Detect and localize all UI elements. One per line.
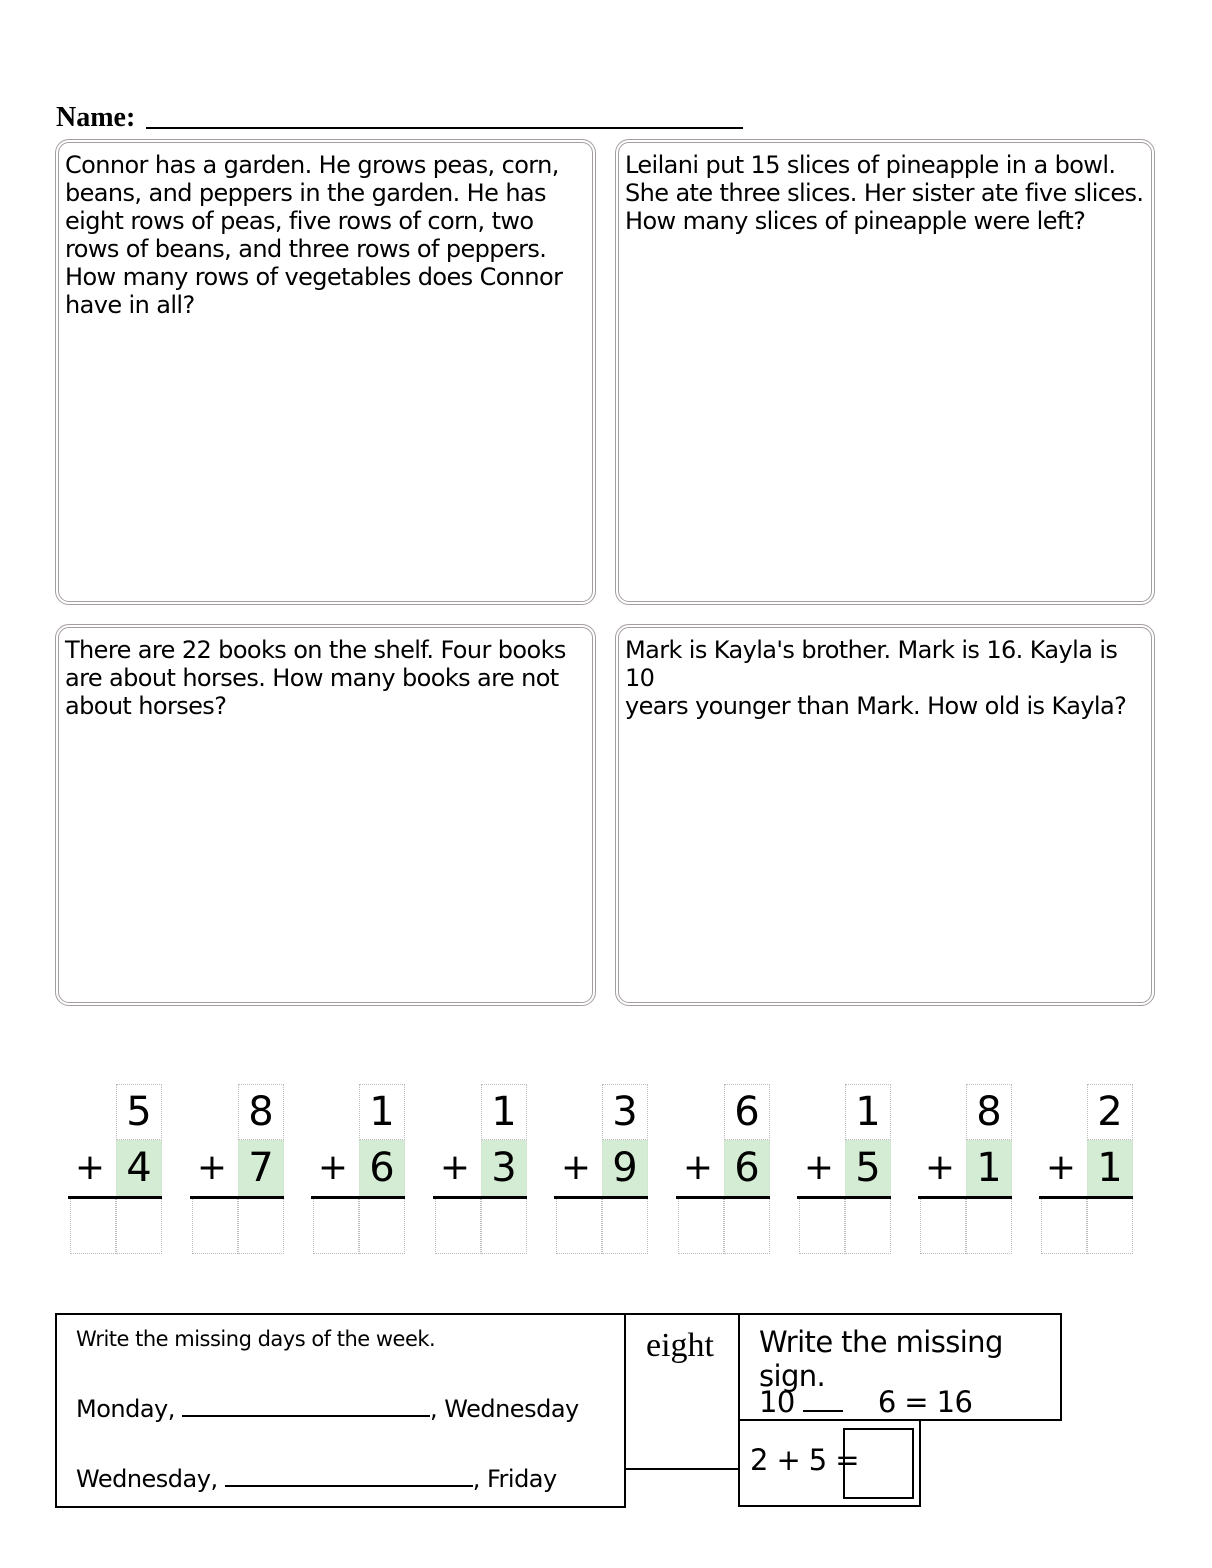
sum-bar: [1039, 1196, 1133, 1199]
addition-problem-4: [433, 1084, 527, 1254]
addition-problem-8: [918, 1084, 1012, 1254]
days-line-end: , Wednesday: [430, 1395, 579, 1423]
word-problem-text: There are 22 books on the shelf. Four books are about horses. How many books are not about horses?: [65, 636, 566, 720]
plus-sign: +: [1045, 1147, 1077, 1188]
top-addend: 5: [126, 1089, 152, 1135]
sum-bar: [554, 1196, 648, 1199]
bottom-addend: 6: [734, 1145, 760, 1191]
plus-sign: +: [560, 1147, 592, 1188]
answer-cell-ones[interactable]: [238, 1198, 284, 1254]
answer-cell-ones[interactable]: [845, 1198, 891, 1254]
missing-sign-box: [738, 1313, 1062, 1421]
word-problem-box-3[interactable]: [55, 624, 596, 1006]
plus-sign: +: [74, 1147, 106, 1188]
top-addend: 1: [491, 1089, 517, 1135]
answer-cell-tens[interactable]: [678, 1198, 724, 1254]
word-problem-box-4[interactable]: [615, 624, 1155, 1006]
answer-cell-ones[interactable]: [481, 1198, 527, 1254]
name-label: Name:: [56, 102, 136, 133]
days-line-start: Monday,: [76, 1395, 175, 1423]
days-line-start: Wednesday,: [76, 1465, 218, 1493]
answer-cell-ones[interactable]: [602, 1198, 648, 1254]
word-problem-text: Leilani put 15 slices of pineapple in a bowl. She ate three slices. Her sister ate five slices. How many slices of pineapple were left?: [625, 151, 1144, 235]
answer-cell-tens[interactable]: [435, 1198, 481, 1254]
number-word-box[interactable]: [624, 1313, 740, 1470]
bottom-addend: 6: [369, 1145, 395, 1191]
top-addend: 3: [612, 1089, 638, 1135]
answer-cell-ones[interactable]: [116, 1198, 162, 1254]
top-addend: 1: [369, 1089, 395, 1135]
bottom-addend: 4: [126, 1145, 152, 1191]
days-line-end: , Friday: [472, 1465, 557, 1493]
sum-bar: [918, 1196, 1012, 1199]
bottom-addend: 3: [491, 1145, 517, 1191]
bottom-addend: 7: [248, 1145, 274, 1191]
plus-sign: +: [439, 1147, 471, 1188]
answer-cell-tens[interactable]: [313, 1198, 359, 1254]
missing-sign-equation: [759, 1385, 972, 1419]
word-problem-text: Mark is Kayla's brother. Mark is 16. Kayla is 10 years younger than Mark. How old is Kayla?: [625, 636, 1127, 720]
addition-problem-5: [554, 1084, 648, 1254]
sum-box: [738, 1419, 921, 1507]
answer-cell-ones[interactable]: [724, 1198, 770, 1254]
missing-day-blank-1[interactable]: [182, 1395, 430, 1417]
plus-sign: +: [682, 1147, 714, 1188]
addition-problem-9: [1039, 1084, 1133, 1254]
answer-cell-ones[interactable]: [359, 1198, 405, 1254]
answer-cell-tens[interactable]: [920, 1198, 966, 1254]
answer-square[interactable]: [843, 1428, 914, 1499]
addition-problem-3: [311, 1084, 405, 1254]
answer-cell-tens[interactable]: [799, 1198, 845, 1254]
top-addend: 8: [976, 1089, 1002, 1135]
addition-problem-7: [797, 1084, 891, 1254]
sum-bar: [433, 1196, 527, 1199]
plus-sign: +: [924, 1147, 956, 1188]
sum-bar: [797, 1196, 891, 1199]
answer-cell-ones[interactable]: [966, 1198, 1012, 1254]
plus-sign: +: [317, 1147, 349, 1188]
missing-days-title: Write the missing days of the week.: [76, 1327, 436, 1351]
top-addend: 8: [248, 1089, 274, 1135]
answer-cell-tens[interactable]: [192, 1198, 238, 1254]
bottom-addend: 5: [855, 1145, 881, 1191]
number-word: eight: [646, 1327, 714, 1364]
bottom-addend: 9: [612, 1145, 638, 1191]
sum-bar: [311, 1196, 405, 1199]
sum-bar: [676, 1196, 770, 1199]
top-addend: 1: [855, 1089, 881, 1135]
top-addend: 6: [734, 1089, 760, 1135]
days-line-1: [76, 1395, 579, 1423]
plus-sign: +: [803, 1147, 835, 1188]
top-addend: 2: [1097, 1089, 1123, 1135]
sum-equation: 2 + 5 =: [750, 1443, 859, 1477]
days-line-2: [76, 1465, 557, 1493]
addition-problem-6: [676, 1084, 770, 1254]
name-field-line[interactable]: [146, 127, 743, 129]
word-problem-box-1[interactable]: [55, 139, 596, 605]
word-problem-box-2[interactable]: [615, 139, 1155, 605]
missing-days-box: [55, 1313, 626, 1508]
equation-right: 6 = 16: [877, 1385, 973, 1419]
answer-cell-ones[interactable]: [1087, 1198, 1133, 1254]
plus-sign: +: [196, 1147, 228, 1188]
addition-problem-2: [190, 1084, 284, 1254]
bottom-addend: 1: [1097, 1145, 1123, 1191]
answer-cell-tens[interactable]: [1041, 1198, 1087, 1254]
missing-day-blank-2[interactable]: [225, 1465, 473, 1487]
sum-bar: [190, 1196, 284, 1199]
equation-left: 10: [759, 1385, 795, 1419]
sum-bar: [68, 1196, 162, 1199]
missing-sign-blank[interactable]: [803, 1394, 843, 1412]
missing-sign-title: Write the missing sign.: [759, 1325, 1003, 1393]
answer-cell-tens[interactable]: [556, 1198, 602, 1254]
bottom-addend: 1: [976, 1145, 1002, 1191]
addition-problem-1: [68, 1084, 162, 1254]
answer-cell-tens[interactable]: [70, 1198, 116, 1254]
word-problem-text: Connor has a garden. He grows peas, corn, beans, and peppers in the garden. He has eight rows of peas, five rows of corn, two rows of beans, and three rows of peppers. How many rows of vegetables does Connor have in all?: [65, 151, 563, 319]
